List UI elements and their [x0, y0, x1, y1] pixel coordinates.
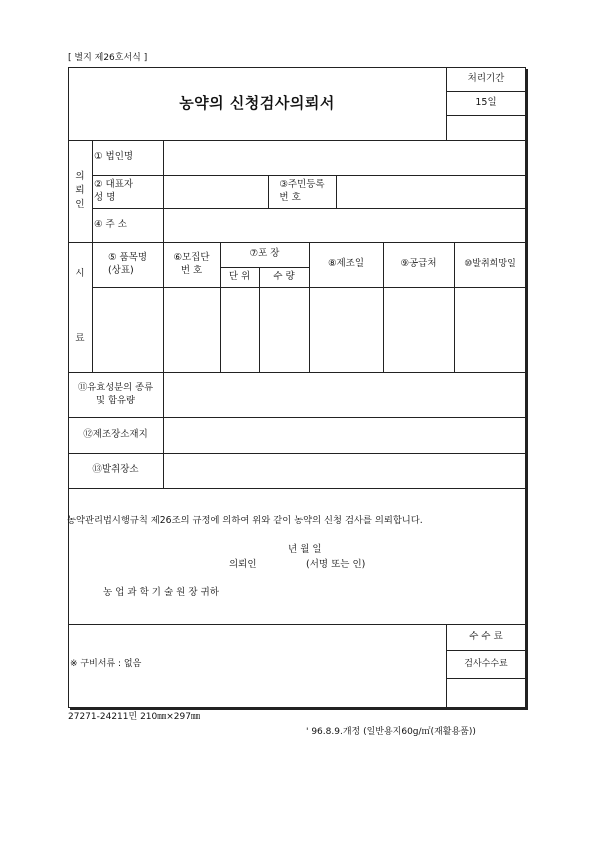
processing-period-label: 처리기간 — [467, 72, 505, 84]
manufacture-date-cell[interactable] — [310, 288, 383, 372]
fee-stamp-box[interactable] — [447, 679, 525, 707]
address-label: ④ 주 소 — [94, 218, 127, 230]
package-quantity-cell[interactable] — [260, 288, 309, 372]
package-unit-cell[interactable] — [221, 288, 259, 372]
requester-section-label: 의 뢰 인 — [75, 171, 85, 210]
package-unit-header: 단 위 — [228, 270, 251, 282]
requester-signature-label: 의뢰인 — [229, 559, 257, 570]
fee-label: 수 수 료 — [469, 630, 503, 642]
ingredient-field[interactable] — [164, 373, 525, 417]
supplier-cell[interactable] — [384, 288, 454, 372]
product-name-cell[interactable] — [93, 288, 163, 372]
form-code: 27271-24211민 210㎜×297㎜ — [68, 712, 200, 722]
fee-value: 검사수수료 — [464, 658, 508, 669]
sampling-date-cell[interactable] — [455, 288, 525, 372]
rule — [446, 115, 526, 116]
package-quantity-header: 수 량 — [273, 270, 295, 282]
sampling-place-label: ⑬발취장소 — [92, 464, 139, 476]
recipient-line: 농 업 과 학 기 술 원 장 귀하 — [103, 587, 219, 598]
attachments-note: ※ 구비서류 : 없음 — [70, 659, 142, 669]
company-name-field[interactable] — [164, 141, 525, 174]
signature-note: (서명 또는 인) — [306, 559, 366, 570]
form-label: [ 별지 제26호서식 ] — [68, 53, 148, 63]
lot-number-cell[interactable] — [164, 288, 220, 372]
company-name-label: ① 법인명 — [94, 151, 134, 163]
declaration-text: 농약관리법시행규칙 제26조의 규정에 의하여 위와 같이 농약의 신청 검사를 의뢰합니다. — [67, 515, 423, 526]
factory-location-label: ⑫제조장소재지 — [83, 428, 148, 440]
resident-number-label: ③주민등록 번 호 — [279, 178, 325, 203]
resident-number-field[interactable] — [337, 176, 525, 207]
representative-field[interactable] — [164, 176, 267, 207]
package-header: ⑦포 장 — [249, 248, 280, 260]
rule — [68, 488, 526, 489]
sampling-date-header: ⑩발취희망일 — [464, 259, 516, 270]
supplier-header: ⑨공급처 — [400, 258, 437, 270]
sampling-place-field[interactable] — [164, 454, 525, 488]
representative-label: ② 대표자 성 명 — [94, 178, 134, 203]
page-title: 농약의 신청검사의뢰서 — [179, 94, 335, 113]
manufacture-date-header: ⑧제조일 — [327, 258, 365, 270]
address-field[interactable] — [164, 209, 525, 241]
date-line: 년 월 일 — [288, 544, 322, 555]
factory-location-field[interactable] — [164, 418, 525, 453]
sample-section-label: 시 료 — [75, 267, 85, 345]
revision-note: ' 96.8.9.개정 (일반용지60g/㎡(재활용품)) — [306, 727, 476, 737]
processing-period-value: 15일 — [475, 96, 497, 108]
ingredient-label: ⑪유효성분의 종류 및 함유량 — [77, 381, 154, 406]
lot-number-header: ⑥모집단 번 호 — [173, 251, 210, 276]
product-name-header: ⑤ 품목명 (상표) — [107, 251, 148, 276]
